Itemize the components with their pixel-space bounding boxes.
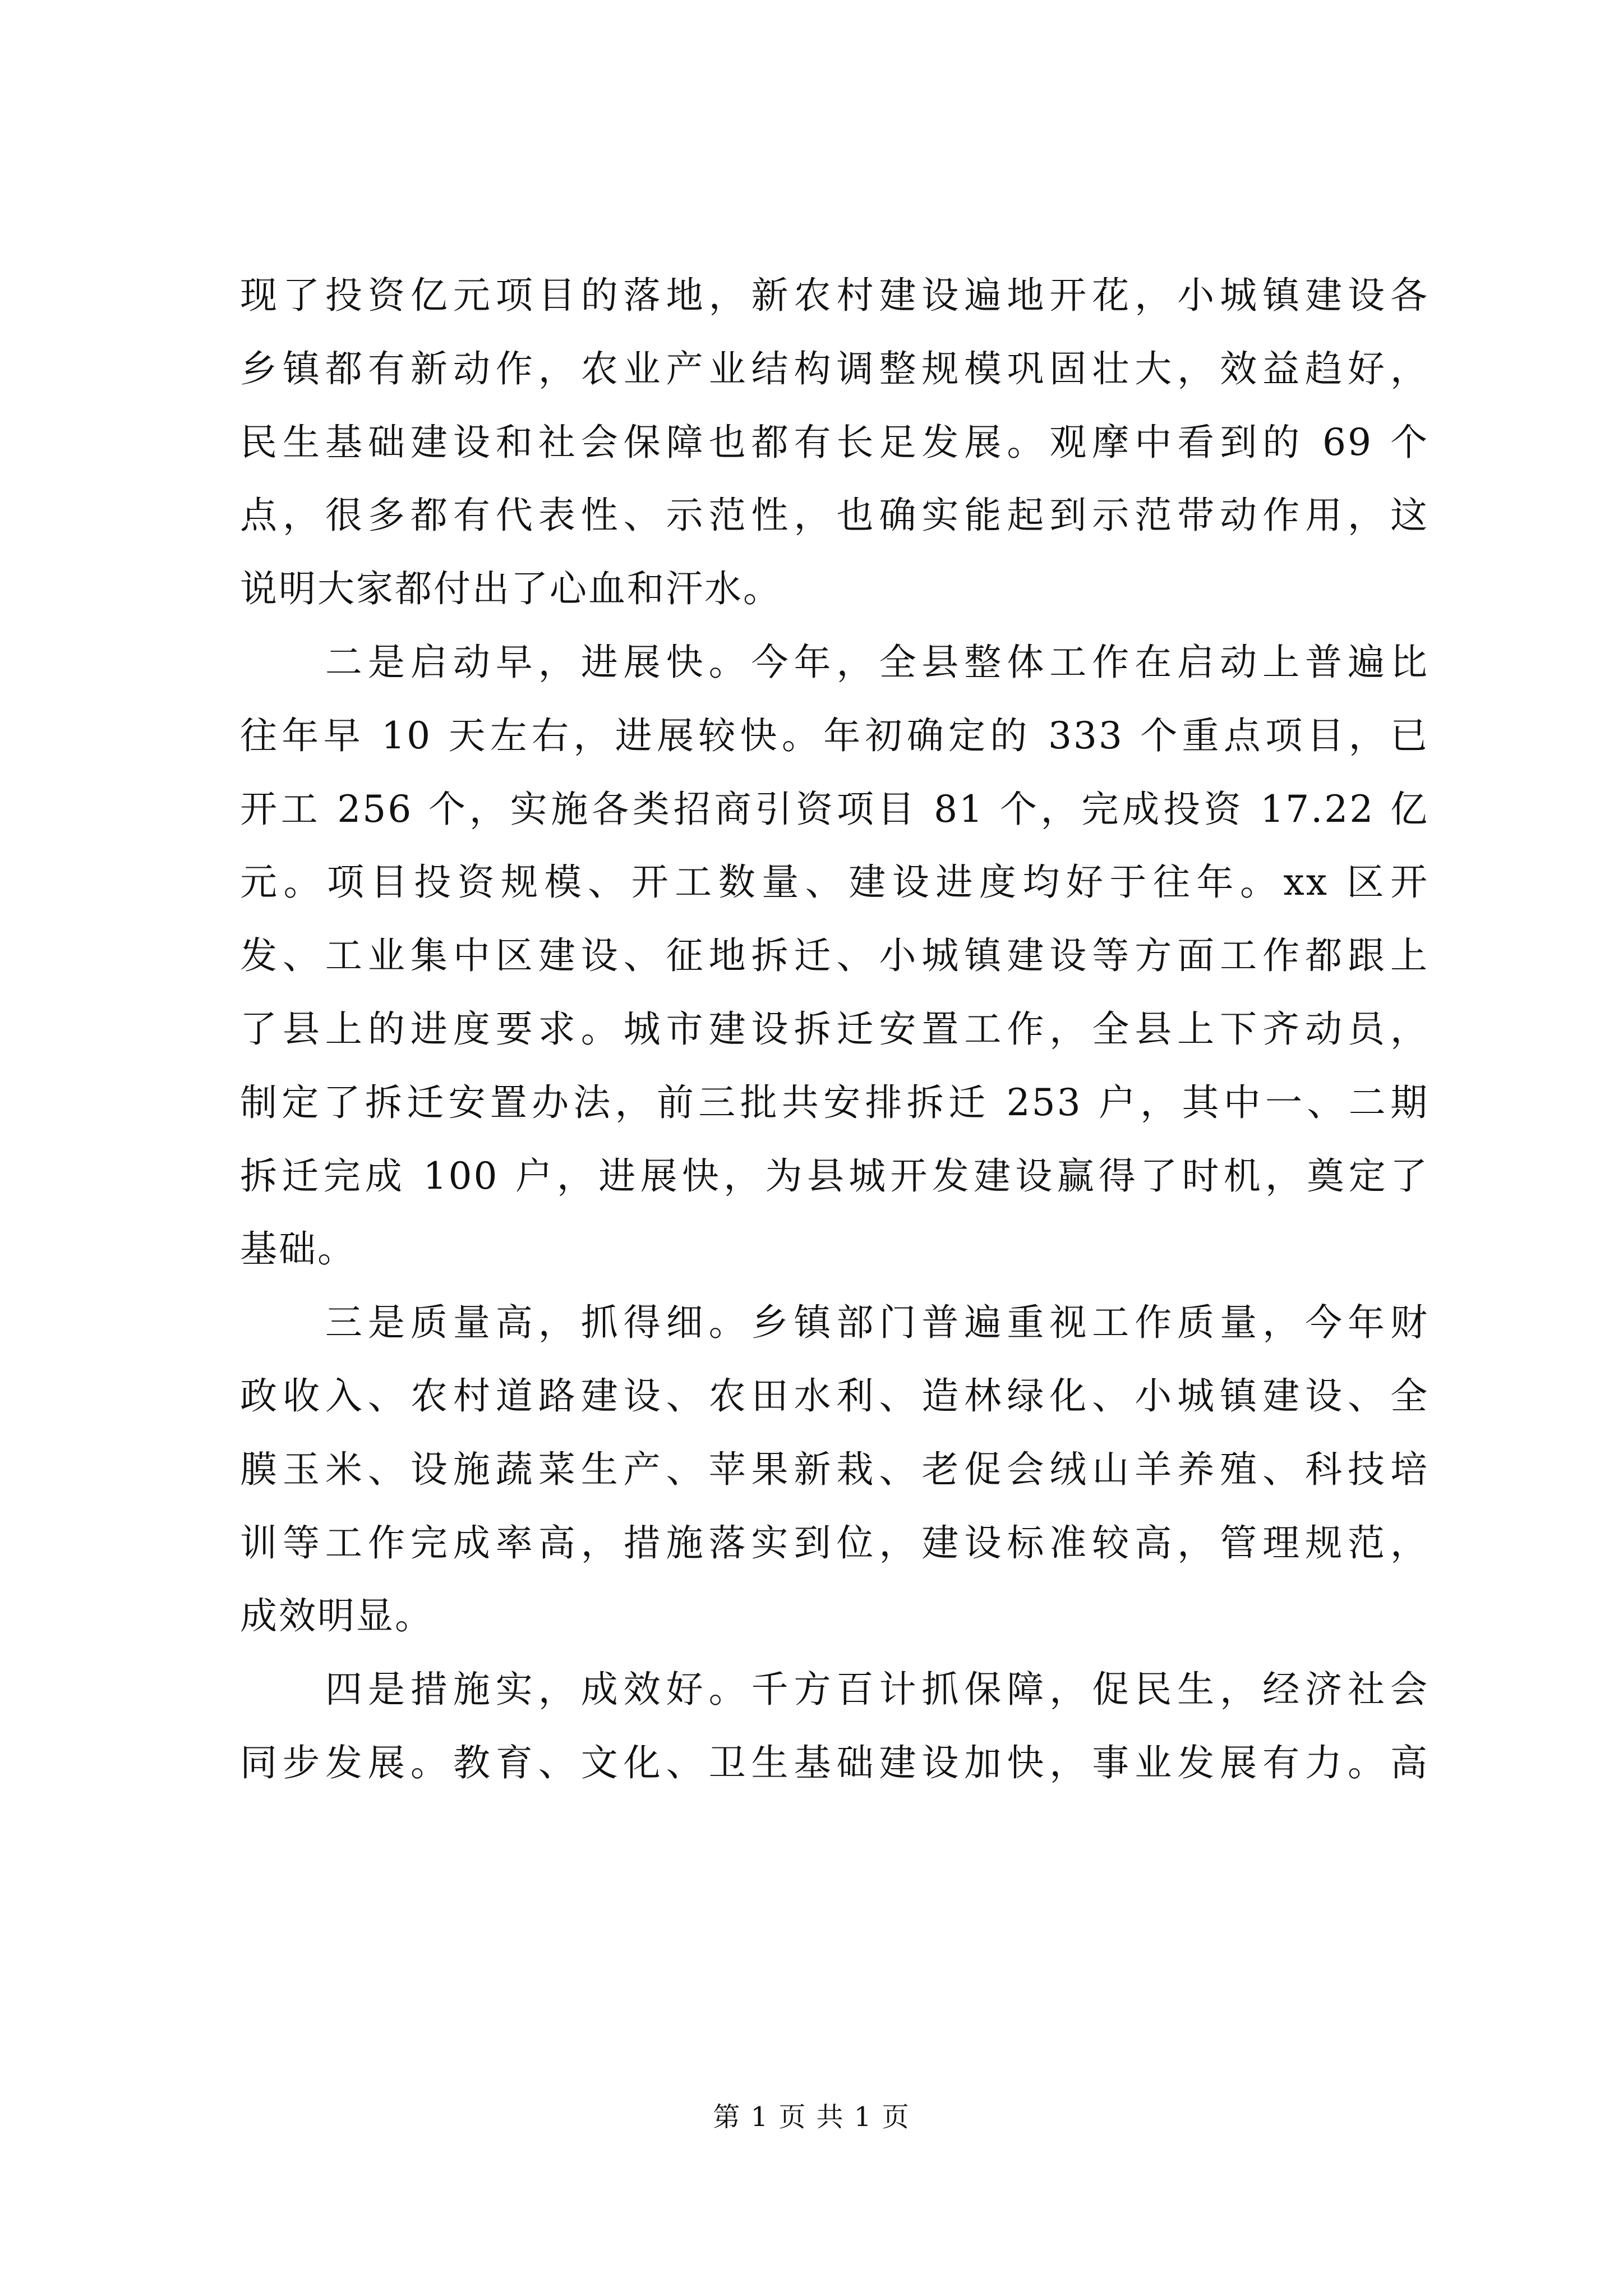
- paragraph-start-line: 二是启动早，进展快。今年，全县整体工作在启动上普遍比: [240, 640, 1429, 684]
- page-number-footer: 第 1 页 共 1 页: [713, 2101, 910, 2133]
- paragraph-start-line: 三是质量高，抓得细。乡镇部门普遍重视工作质量，今年财: [240, 1301, 1429, 1345]
- text-line: 元。项目投资规模、开工数量、建设进度均好于往年。xx 区开: [240, 861, 1429, 904]
- text-line: 发、工业集中区建设、征地拆迁、小城镇建设等方面工作都跟上: [240, 934, 1429, 978]
- text-line: 民生基础建设和社会保障也都有长足发展。观摩中看到的 69 个: [240, 420, 1429, 464]
- text-line: 了县上的进度要求。城市建设拆迁安置工作，全县上下齐动员，: [240, 1007, 1429, 1051]
- paragraph-start-line: 四是措施实，成效好。千方百计抓保障，促民生，经济社会: [240, 1668, 1429, 1711]
- text-line: 乡镇都有新动作，农业产业结构调整规模巩固壮大，效益趋好，: [240, 347, 1429, 390]
- text-line: 往年早 10 天左右，进展较快。年初确定的 333 个重点项目，已: [240, 714, 1429, 757]
- text-line: 基础。: [240, 1227, 356, 1271]
- text-line: 现了投资亿元项目的落地，新农村建设遍地开花，小城镇建设各: [240, 274, 1429, 317]
- text-line: 拆迁完成 100 户，进展快，为县城开发建设赢得了时机，奠定了: [240, 1154, 1429, 1198]
- text-line: 训等工作完成率高，措施落实到位，建设标准较高，管理规范，: [240, 1521, 1429, 1565]
- text-line: 说明大家都付出了心血和汗水。: [240, 567, 782, 611]
- document-body: [240, 259, 1429, 1800]
- text-line: 膜玉米、设施蔬菜生产、苹果新栽、老促会绒山羊养殖、科技培: [240, 1447, 1429, 1491]
- text-line: 政收入、农村道路建设、农田水利、造林绿化、小城镇建设、全: [240, 1374, 1429, 1418]
- text-line: 开工 256 个，实施各类招商引资项目 81 个，完成投资 17.22 亿: [240, 787, 1429, 831]
- text-line: 点，很多都有代表性、示范性，也确实能起到示范带动作用，这: [240, 494, 1429, 537]
- text-line: 制定了拆迁安置办法，前三批共安排拆迁 253 户，其中一、二期: [240, 1080, 1429, 1124]
- text-line: 同步发展。教育、文化、卫生基础建设加快，事业发展有力。高: [240, 1741, 1429, 1784]
- text-line: 成效明显。: [240, 1594, 434, 1638]
